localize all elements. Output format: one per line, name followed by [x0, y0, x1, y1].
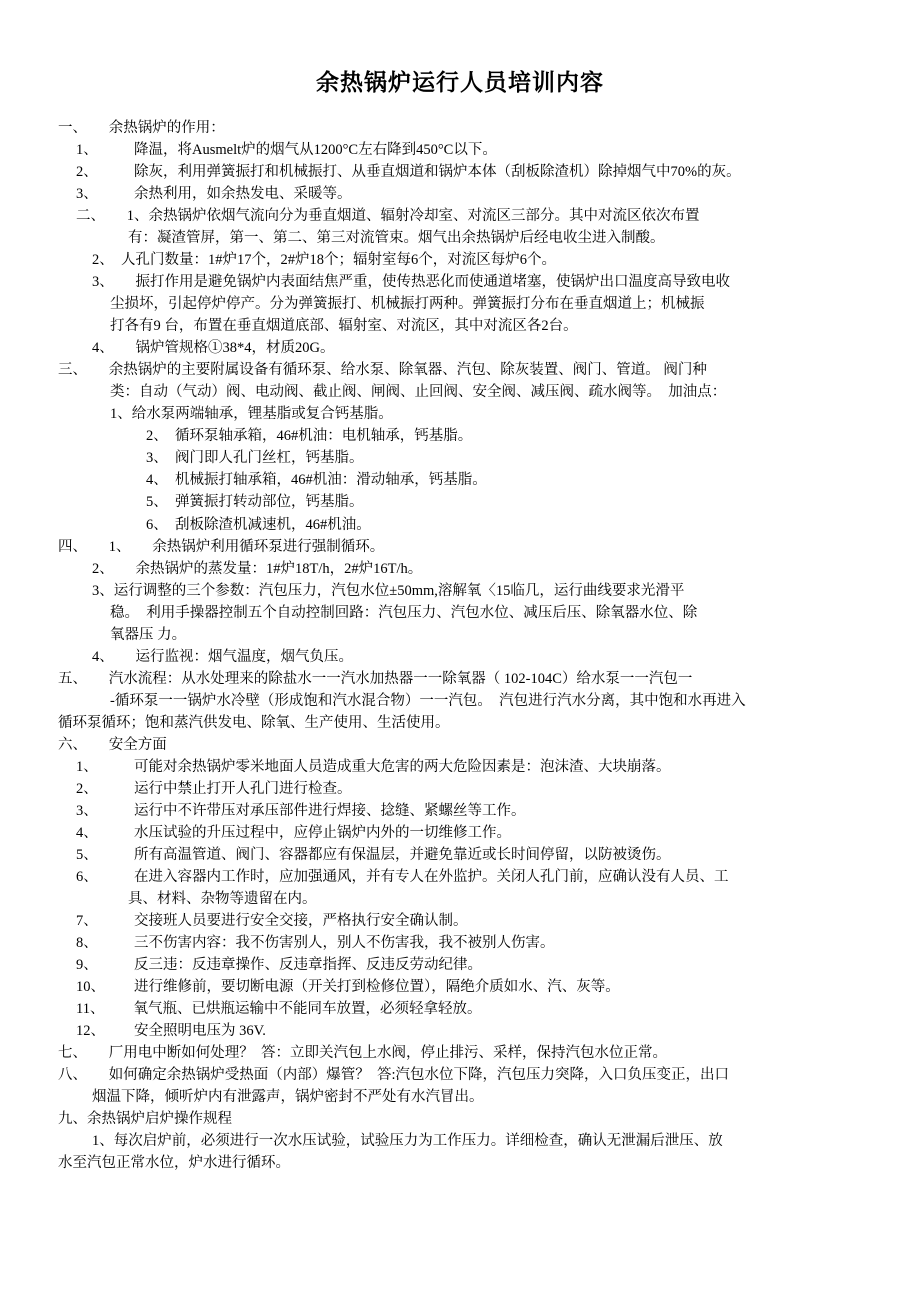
paragraph-s1-3: 3、 余热利用，如余热发电、采暖等。 — [76, 186, 352, 203]
paragraph-s8-b: 烟温下降，倾听炉内有泄露声，锅炉密封不严处有水汽冒出。 — [92, 1089, 484, 1106]
paragraph-s8-a: 八、 如何确定余热锅炉受热面（内部）爆管？ 答:汽包水位下降，汽包压力突降，入口负压变正，出口 — [58, 1067, 730, 1084]
paragraph-s5-a: 五、 汽水流程：从水处理来的除盐水一一汽水加热器一一除氧器（ 102-104C）给水泵一一汽包一 — [58, 670, 693, 687]
paragraph-s9-head: 九、余热锅炉启炉操作规程 — [58, 1111, 232, 1128]
paragraph-s2-1b: 有：凝渣管屏，第一、第二、第三对流管束。烟气出余热锅炉后经电收尘进入制酸。 — [128, 230, 665, 247]
paragraph-s3-b: 类：自动（气动）阀、电动阀、截止阀、闸阀、止回阀、安全阀、减压阀、疏水阀等。 加油点： — [110, 384, 727, 401]
paragraph-s6-6b: 具、材料、杂物等遗留在内。 — [128, 891, 317, 908]
paragraph-s3-a: 三、 余热锅炉的主要附属设备有循环泵、给水泵、除氧器、汽包、除灰装置、阀门、管道。 阀门种 — [58, 362, 707, 379]
paragraph-s6-6a: 6、 在进入容器内工作时，应加强通风，并有专人在外监护。关闭人孔门前，应确认没有人员、工 — [76, 869, 729, 886]
paragraph-s2-3b: 尘损坏，引起停炉停产。分为弹簧振打、机械振打两种。弹簧振打分布在垂直烟道上；机械振 — [110, 296, 705, 313]
paragraph-s4-2: 2、 余热锅炉的蒸发量：1#炉18T/h，2#炉16T/h。 — [92, 560, 423, 577]
paragraph-s3-6: 6、 刮板除渣机减速机，46#机油。 — [146, 516, 371, 533]
paragraph-s3-5: 5、 弹簧振打转动部位，钙基脂。 — [146, 494, 364, 511]
paragraph-s5-c: 循环泵循环；饱和蒸汽供发电、除氧、生产使用、生活使用。 — [58, 714, 450, 731]
paragraph-s6-7: 7、 交接班人员要进行安全交接，严格执行安全确认制。 — [76, 913, 468, 930]
paragraph-s6-11: 11、 氧气瓶、已烘瓶运输中不能同车放置，必须轻拿轻放。 — [76, 1001, 482, 1018]
paragraph-s3-3: 3、 阀门即人孔门丝杠，钙基脂。 — [146, 450, 364, 467]
page-title: 余热锅炉运行人员培训内容 — [316, 70, 604, 95]
paragraph-s6-10: 10、 进行维修前，要切断电源（开关打到检修位置），隔绝介质如水、汽、灰等。 — [76, 979, 620, 996]
paragraph-s4-3a: 3、运行调整的三个参数：汽包压力，汽包水位±50mm,溶解氧〈15临几，运行曲线要求光滑平 — [92, 582, 685, 599]
paragraph-s6-5: 5、 所有高温管道、阀门、容器都应有保温层，并避免靠近或长时间停留，以防被烫伤。 — [76, 846, 671, 863]
paragraph-s2-4: 4、 锅炉管规格①38*4，材质20G。 — [92, 340, 335, 357]
paragraph-s6-3: 3、 运行中不许带压对承压部件进行焊接、捻缝、紧螺丝等工作。 — [76, 802, 526, 819]
paragraph-s3-2: 2、 循环泵轴承箱，46#机油：电机轴承，钙基脂。 — [146, 428, 473, 445]
paragraph-s6-head: 六、 安全方面 — [58, 736, 167, 753]
paragraph-s4-3c: 氧器压 力。 — [110, 626, 187, 643]
paragraph-s4-3b: 稳。 利用手操器控制五个自动控制回路：汽包压力、汽包水位、减压后压、除氧器水位、除 — [110, 604, 698, 621]
paragraph-s9-1a: 1、每次启炉前，必须进行一次水压试验，试验压力为工作压力。详细检查，确认无泄漏后泄压、放 — [92, 1133, 723, 1150]
paragraph-s6-1: 1、 可能对余热锅炉零米地面人员造成重大危害的两大危险因素是：泡沫渣、大块崩落。 — [76, 758, 671, 775]
paragraph-s6-4: 4、 水压试验的升压过程中，应停止锅炉内外的一切维修工作。 — [76, 824, 511, 841]
paragraph-s4-1: 四、 1、 余热锅炉利用循环泵进行强制循环。 — [58, 538, 385, 555]
paragraph-s6-2: 2、 运行中禁止打开人孔门进行检查。 — [76, 780, 352, 797]
paragraph-s2-3a: 3、 振打作用是避免锅炉内表面结焦严重，使传热恶化而使通道堵塞，使锅炉出口温度高导致电收 — [92, 274, 730, 291]
paragraph-s4-4: 4、 运行监视：烟气温度，烟气负压。 — [92, 648, 353, 665]
paragraph-s1-head: 一、 余热锅炉的作用： — [58, 119, 225, 136]
paragraph-s1-2: 2、 除灰，利用弹簧振打和机械振打、从垂直烟道和锅炉本体（刮板除渣机）除掉烟气中70%的灰。 — [76, 164, 741, 181]
paragraph-s9-1b: 水至汽包正常水位，炉水进行循环。 — [58, 1155, 290, 1172]
paragraph-s2-2: 2、 人孔门数量：1#炉17个，2#炉18个；辐射室每6个，对流区每炉6个。 — [92, 252, 556, 269]
paragraph-s6-8: 8、 三不伤害内容：我不伤害别人，别人不伤害我，我不被别人伤害。 — [76, 935, 555, 952]
document-content — [58, 117, 862, 1175]
paragraph-s2-3c: 打各有9 台，布置在垂直烟道底部、辐射室、对流区，其中对流区各2台。 — [110, 318, 578, 335]
paragraph-s1-1: 1、 降温，将Ausmelt炉的烟气从1200°C左右降到450°C以下。 — [76, 141, 497, 158]
paragraph-s6-12: 12、 安全照明电压为 36V. — [76, 1023, 266, 1040]
paragraph-s6-9: 9、 反三违：反违章操作、反违章指挥、反违反劳动纪律。 — [76, 957, 482, 974]
paragraph-s7: 七、 厂用电中断如何处理？ 答：立即关汽包上水阀，停止排污、采样，保持汽包水位正常。 — [58, 1045, 667, 1062]
paragraph-s3-4: 4、 机械振打轴承箱，46#机油：滑动轴承，钙基脂。 — [146, 472, 487, 489]
paragraph-s3-1: 1、给水泵两端轴承，锂基脂或复合钙基脂。 — [110, 406, 393, 423]
paragraph-s5-b: -循环泵一一锅炉水冷壁（形成饱和汽水混合物）一一汽包。 汽包进行汽水分离，其中饱和水再进入 — [110, 692, 746, 709]
paragraph-s2-1a: 二、 1、余热锅炉依烟气流向分为垂直烟道、辐射冷却室、对流区三部分。其中对流区依次布置 — [76, 208, 700, 225]
